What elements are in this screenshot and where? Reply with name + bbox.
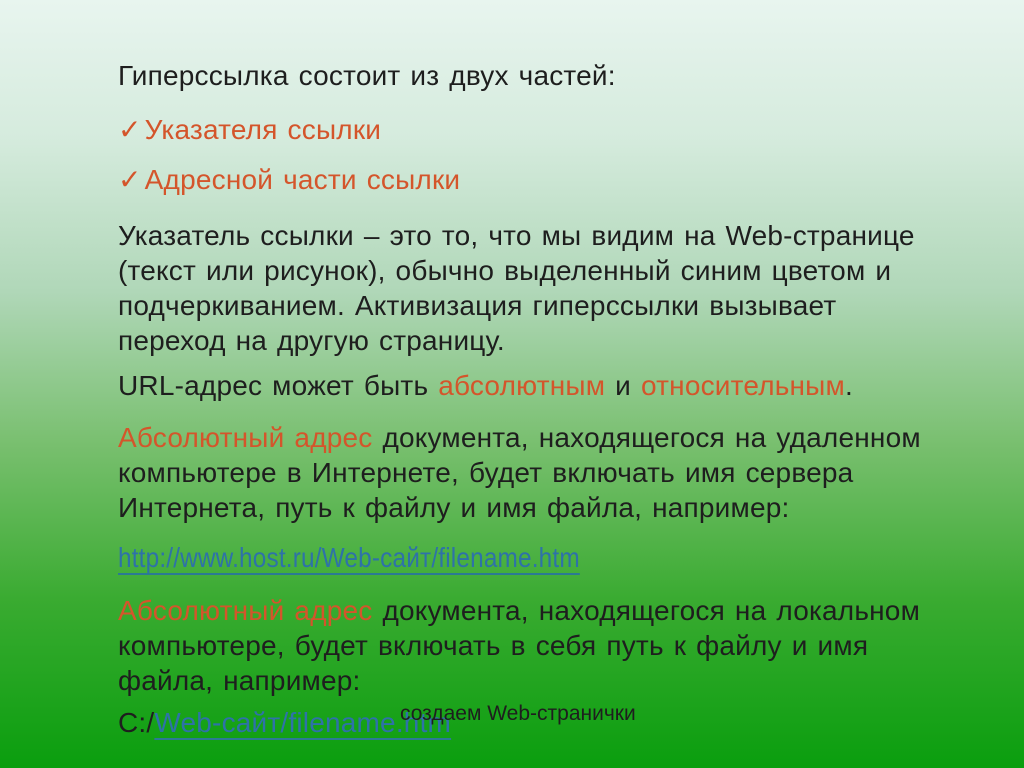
bullet-label-pointer: Указателя ссылки: [144, 114, 382, 145]
local-description: документа, находящегося на локальном компьютере, будет включать в себя путь к файлу и имя файла, например:: [118, 595, 931, 696]
bullet-label-address: Адресной части ссылки: [144, 164, 461, 195]
url-types-absolute: абсолютным: [438, 370, 606, 401]
absolute-address-term: Абсолютный адрес: [118, 595, 373, 626]
remote-url-line: [118, 540, 928, 575]
checkmark-icon: ✓: [118, 114, 142, 145]
slide-content: [118, 58, 931, 740]
local-path-prefix: C:/: [118, 707, 155, 738]
checkmark-icon: ✓: [118, 164, 142, 195]
url-types-and: и: [605, 370, 641, 401]
bullet-item-address: [118, 162, 928, 197]
url-types-period: .: [844, 370, 853, 401]
local-path-link[interactable]: Web-сайт/filename.htm: [154, 707, 452, 738]
url-types-relative: относительным: [640, 370, 845, 401]
paragraph-absolute-remote: [118, 420, 931, 525]
absolute-address-term: Абсолютный адрес: [118, 422, 373, 453]
bullet-item-pointer: [118, 112, 928, 147]
paragraph-absolute-local: [118, 593, 931, 698]
url-types-prefix: URL-адрес может быть: [118, 370, 439, 401]
footer-caption: создаем Web-странички: [400, 702, 636, 725]
remote-url-link[interactable]: http://www.host.ru/Web-сайт/filename.htm: [118, 542, 580, 573]
paragraph-pointer-description: Указатель ссылки – это то, что мы видим на Web-странице (текст или рисунок), обычно выделенный синим цветом и подчеркиванием. Активизация гиперссылки вызывает переход на другую страницу.: [118, 220, 925, 356]
slide-title: Гиперссылка состоит из двух частей:: [118, 60, 616, 91]
paragraph-url-types: [118, 368, 928, 403]
remote-description: документа, находящегося на удаленном компьютере в Интернете, будет включать имя сервера Интернета, путь к файлу и имя файла, например:: [118, 422, 931, 523]
